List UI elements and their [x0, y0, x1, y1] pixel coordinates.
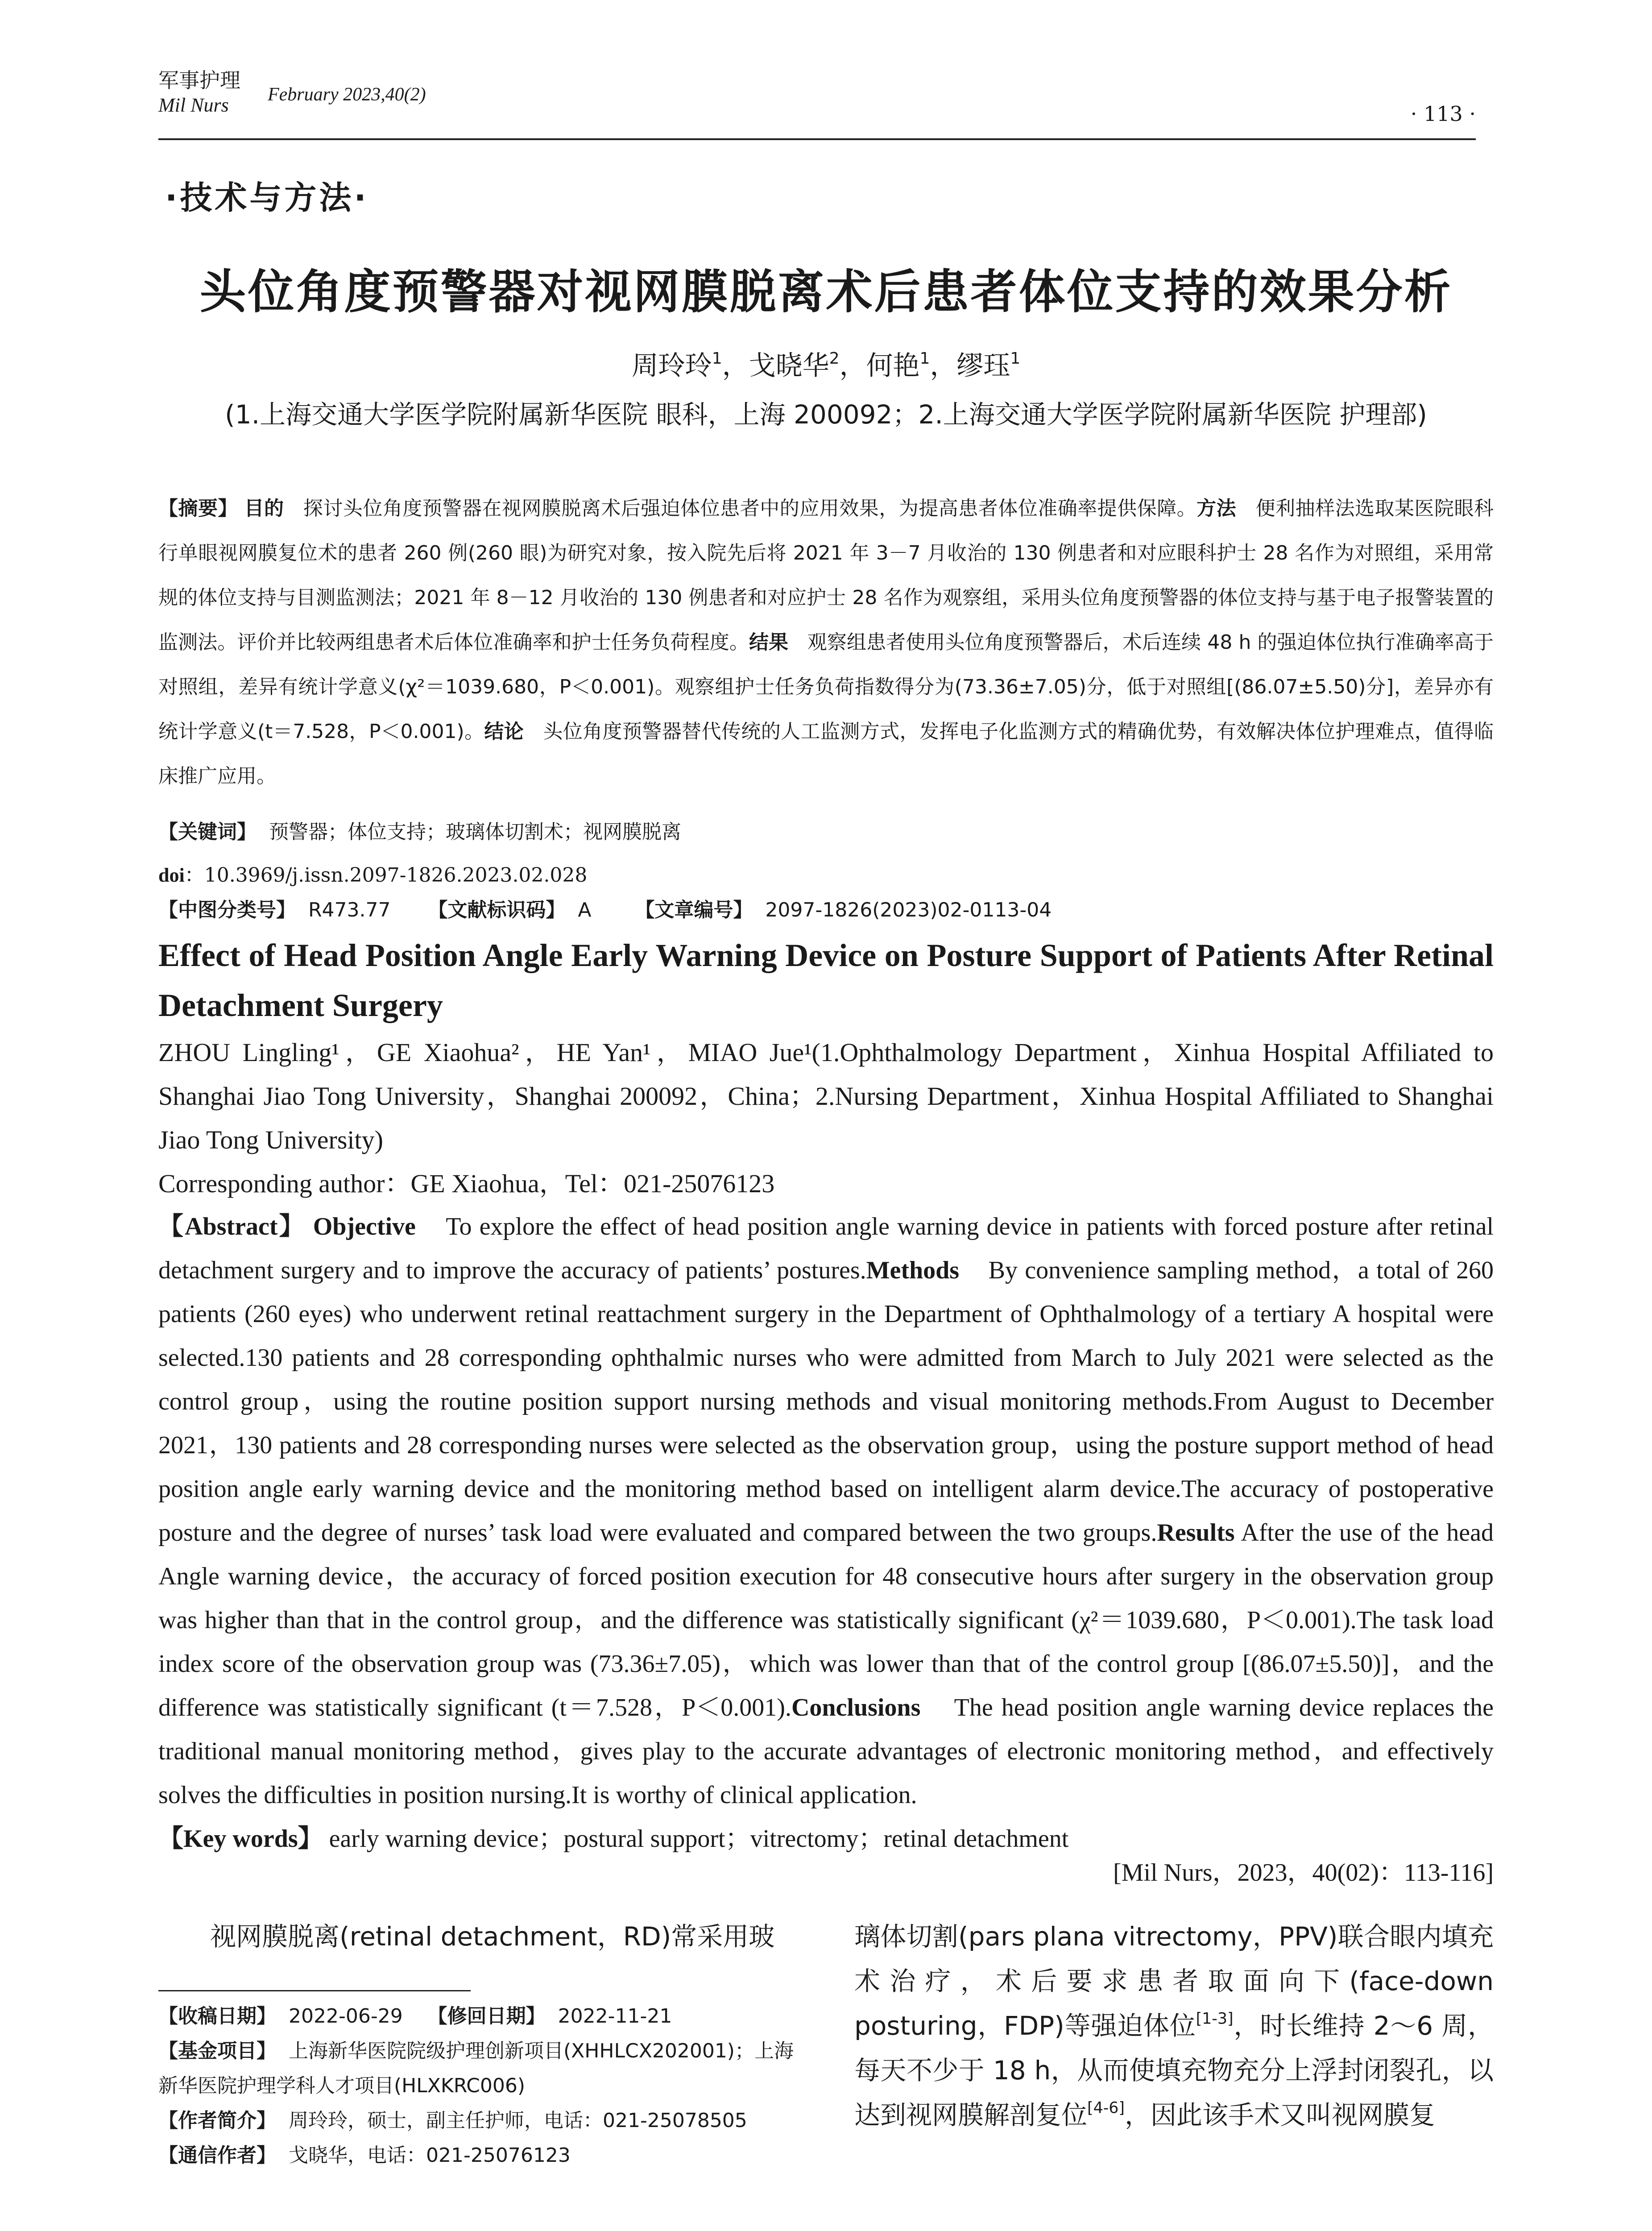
- english-author-affiliation: ZHOU Lingling¹，GE Xiaohua²，HE Yan¹，MIAO Jue¹(1.Ophthalmology Department，Xinhua Hospital Affiliated to Shanghai Jiao Tong University，Shanghai 200092，China；2.Nursing Department，Xinhua Hospital Affiliated to Shanghai Jiao Tong University): [158, 1038, 1494, 1154]
- journal-name: [158, 68, 240, 118]
- footnote-rule: [158, 1990, 471, 1991]
- abstract-label: 【摘要】: [158, 497, 238, 520]
- citation: [Mil Nurs，2023，40(02)：113-116]: [1113, 1859, 1494, 1887]
- received-date: 2022-06-29: [288, 2005, 403, 2028]
- article-no-label: 【文章编号】: [635, 899, 753, 921]
- methods-en-label: Methods: [866, 1256, 960, 1284]
- methods-text: 便利抽样法选取某医院眼科行单眼视网膜复位术的患者 260 例(260 眼)为研究对象，按入院先后将 2021 年 3－7 月收治的 130 例患者和对应眼科护士 28 名作为对照组，采用常规的体位支持与目测监测法；2021 年 8－12 月收治的 130 例患者和对应护士 28 名作为观察组，采用头位角度预警器的体位支持与基于电子报警装置的监测法。评价并比较两组患者术后体位准确率和护士任务负荷程度。: [158, 497, 1494, 654]
- body-text-3: ，因此该手术又叫视网膜复: [1125, 2100, 1436, 2130]
- keywords-en-label: 【Key words】: [158, 1825, 323, 1853]
- results-text: 观察组患者使用头位角度预警器后，术后连续 48 h 的强迫体位执行准确率高于对照组，差异有统计学意义(χ²＝1039.680，P＜0.001)。观察组护士任务负荷指数得分为(73.36±7.05)分，低于对照组[(86.07±5.50)分]，差异亦有统计学意义(t＝7.528，P＜0.001)。: [158, 631, 1494, 743]
- citation-ref-2[interactable]: [4-6]: [1087, 2099, 1125, 2117]
- author-2: 戈晓华: [749, 350, 829, 382]
- clc-value: R473.77: [308, 899, 391, 921]
- affiliation: (1.上海交通大学医学院附属新华医院 眼科，上海 200092；2.上海交通大学医学院附属新华医院 护理部): [225, 399, 1427, 430]
- corresponding-author: Corresponding author：GE Xiaohua，Tel：021-25076123: [158, 1169, 775, 1198]
- objective-en-label: Objective: [313, 1213, 416, 1240]
- corresponding-contact: 戈晓华，电话：021-25076123: [288, 2144, 571, 2167]
- objective-text: 探讨头位角度预警器在视网膜脱离术后强迫体位患者中的应用效果，为提高患者体位准确率提供保障。: [303, 497, 1197, 520]
- journal-name-en: Mil Nurs: [158, 94, 229, 116]
- body-column-right: [854, 1914, 1494, 2137]
- body-text-2: ，时长维持 2～6 周，每天不少于 18 h，从而使填充物充分上浮封闭裂孔，以达到视网膜解剖复位: [854, 2011, 1494, 2130]
- english-authors: [158, 1031, 1494, 1206]
- journal-issue: February 2023,40(2): [268, 84, 426, 105]
- author-bio: 周玲玲，硕士，副主任护师，电话：021-25078505: [288, 2109, 747, 2132]
- keywords-en-text: early warning device；postural support；vitrectomy；retinal detachment: [329, 1825, 1069, 1853]
- results-en-text: After the use of the head Angle warning device，the accuracy of forced position execution for 48 consecutive hours after surgery in the observation group was higher than that in the control group，and the difference was statistically significant (χ²＝1039.680，P＜0.001).The task load index score of the observation group was (73.36±7.05)，which was lower than that of the control group [(86.07±5.50)]，and the difference was statistically significant (t＝7.528，P＜0.001).: [158, 1519, 1494, 1721]
- methods-en-text: By convenience sampling method，a total of 260 patients (260 eyes) who underwent retinal reattachment surgery in the Department of Ophthalmology of a tertiary A hospital were selected.130 patients and 28 corresponding ophthalmic nurses who were admitted from March to July 2021 were selected as the control group，using the routine position support nursing methods and visual monitoring methods.From August to December 2021，130 patients and 28 corresponding nurses were selected as the observation group，using the posture support method of head position angle early warning device and the monitoring method based on intelligent alarm device.The accuracy of postoperative posture and the degree of nurses’ task load were evaluated and compared between the two groups.: [158, 1256, 1494, 1547]
- article-title: 头位角度预警器对视网膜脱离术后患者体位支持的效果分析: [199, 265, 1453, 319]
- abstract-en-label: 【Abstract】: [158, 1213, 306, 1240]
- conclusion-label: 结论: [484, 720, 524, 743]
- author-list: 周玲玲$^1$，戈晓华$^2$，何艳$^1$，缪珏$^1$: [631, 349, 1021, 382]
- methods-label: 方法: [1197, 497, 1237, 520]
- abstract-en: [158, 1205, 1494, 1861]
- results-en-label: Results: [1157, 1519, 1235, 1547]
- english-title: Effect of Head Position Angle Early Warning Device on Posture Support of Patients After Retinal Detachment Surgery: [158, 937, 1494, 1023]
- conclusion-text: 头位角度预警器替代传统的人工监测方式，发挥电子化监测方式的精确优势，有效解决体位护理难点，值得临床推广应用。: [158, 720, 1494, 788]
- body-text-1: 璃体切割(pars plana vitrectomy，PPV)联合眼内填充术治疗，术后要求患者取面向下(face-down posturing，FDP)等强迫体位: [854, 1921, 1494, 2041]
- body-column-left: [158, 1914, 801, 1959]
- keywords-cn: [158, 810, 1494, 854]
- section-label: ·技术与方法·: [165, 179, 369, 216]
- objective-label: 目的: [244, 497, 284, 520]
- revised-date: 2022-11-21: [558, 2005, 672, 2028]
- keywords-label: 【关键词】: [158, 821, 257, 843]
- objective-en-text: To explore the effect of head position angle warning device in patients with forced posture after retinal detachment surgery and to improve the accuracy of patients’ postures.: [158, 1213, 1494, 1284]
- doi-value: ：10.3969/j.issn.2097-1826.2023.02.028: [184, 864, 588, 887]
- author-4: 缪珏: [956, 350, 1010, 382]
- abstract-cn: [158, 486, 1494, 799]
- doc-code-label: 【文献标识码】: [428, 899, 566, 921]
- results-label: 结果: [749, 631, 789, 654]
- header-rule: [158, 138, 1476, 140]
- fund-info: 上海新华医院院级护理创新项目(XHHLCX202001)；上海新华医院护理学科人才项目(HLXKRC006): [158, 2040, 794, 2097]
- keywords-text: 预警器；体位支持；玻璃体切割术；视网膜脱离: [269, 821, 681, 843]
- conclusions-en-text: The head position angle warning device replaces the traditional manual monitoring method，gives play to the accurate advantages of electronic monitoring method，and effectively solves the difficulties in position nursing.It is worthy of clinical application.: [158, 1694, 1494, 1809]
- page-number: · 113 ·: [1410, 102, 1476, 126]
- doi-label: doi: [158, 864, 185, 886]
- conclusions-en-label: Conclusions: [791, 1694, 921, 1721]
- footnotes: 【收稿日期】 2022-06-29 【修回日期】 2022-11-21 【基金项目】 上海新华医院院级护理创新项目(XHHLCX202001)；上海新华医院护理学科人才项目(HLXKRC006) 【作者简介】 周玲玲，硕士，副主任护师，电话：021-25078505 【通信作者】 戈晓华，电话：021-25076123: [158, 2005, 794, 2167]
- citation-ref-1[interactable]: [1-3]: [1196, 2010, 1234, 2028]
- journal-name-cn: 军事护理: [158, 68, 240, 92]
- author-3: 何艳: [866, 350, 920, 382]
- doc-code-value: A: [578, 899, 592, 921]
- clc-label: 【中图分类号】: [158, 899, 296, 921]
- author-1: 周玲玲: [631, 350, 712, 382]
- body-paragraph-start: 视网膜脱离(retinal detachment，RD)常采用玻: [210, 1921, 775, 1952]
- classification-line: [158, 888, 1494, 933]
- article-no-value: 2097-1826(2023)02-0113-04: [765, 899, 1052, 921]
